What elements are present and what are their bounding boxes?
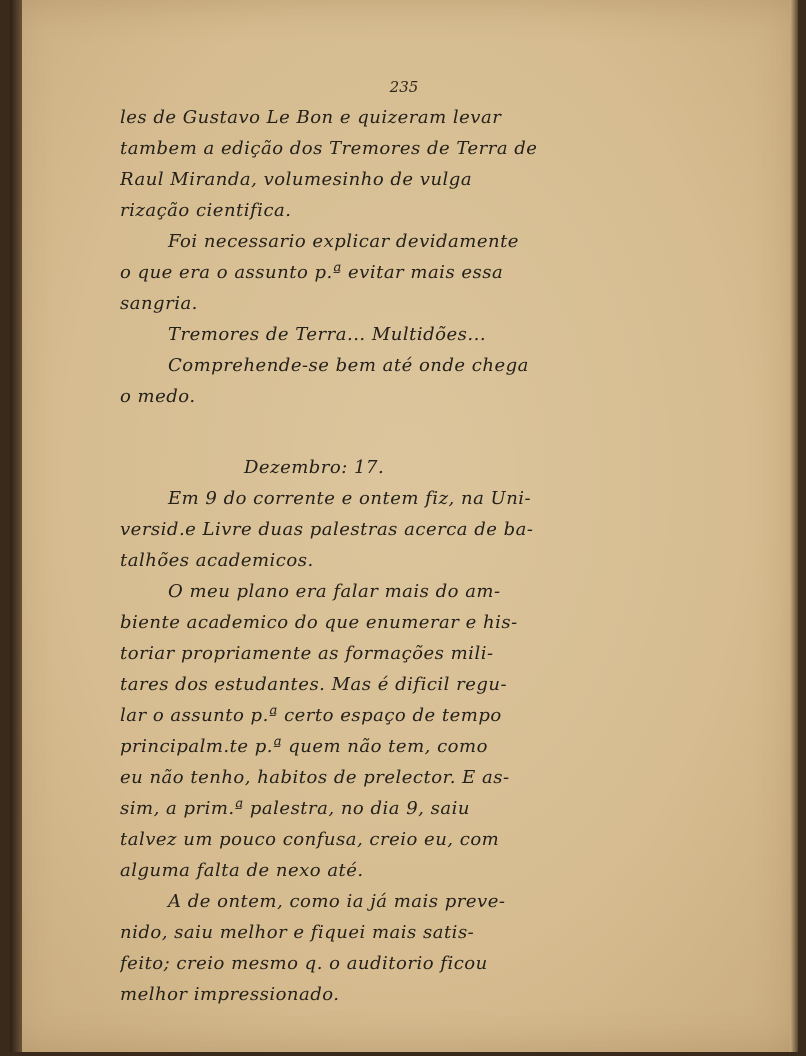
text-line: versid.e Livre duas palestras acerca de ba-	[120, 519, 534, 540]
text-line: biente academico do que enumerar e his-	[120, 612, 518, 633]
binding-gutter	[10, 0, 22, 1052]
manuscript-page	[10, 0, 798, 1052]
text-line: A de ontem, como ia já mais preve-	[168, 891, 506, 912]
text-line: O meu plano era falar mais do am-	[168, 581, 501, 602]
text-line: Comprehende-se bem até onde chega	[168, 355, 529, 376]
text-line: o que era o assunto p.ª evitar mais essa	[120, 262, 504, 283]
text-line: eu não tenho, habitos de prelector. E as-	[120, 767, 510, 788]
text-line: feito; creio mesmo q. o auditorio ficou	[120, 953, 488, 974]
entry-date: Dezembro: 17.	[244, 457, 385, 478]
text-line: Foi necessario explicar devidamente	[168, 231, 519, 252]
text-line: nido, saiu melhor e fiquei mais satis-	[120, 922, 475, 943]
text-line: o medo.	[120, 386, 196, 407]
text-line: Em 9 do corrente e ontem fiz, na Uni-	[168, 488, 532, 509]
text-line: alguma falta de nexo até.	[120, 860, 364, 881]
section-gap	[120, 412, 620, 452]
text-line: sangria.	[120, 293, 198, 314]
handwritten-text	[120, 102, 620, 1010]
page-edge	[790, 0, 798, 1052]
text-line: sim, a prim.ª palestra, no dia 9, saiu	[120, 798, 470, 819]
text-line: melhor impressionado.	[120, 984, 340, 1005]
text-line: les de Gustavo Le Bon e quizeram levar	[120, 107, 502, 128]
text-line: principalm.te p.ª quem não tem, como	[120, 736, 488, 757]
page-number: 235	[389, 78, 419, 96]
text-line: lar o assunto p.ª certo espaço de tempo	[120, 705, 502, 726]
text-line: Tremores de Terra... Multidões...	[168, 324, 487, 345]
text-line: rização cientifica.	[120, 200, 292, 221]
text-line: talvez um pouco confusa, creio eu, com	[120, 829, 500, 850]
text-line: Raul Miranda, volumesinho de vulga	[120, 169, 473, 190]
text-line: tambem a edição dos Tremores de Terra de	[120, 138, 538, 159]
text-line: talhões academicos.	[120, 550, 314, 571]
text-line: tares dos estudantes. Mas é dificil regu-	[120, 674, 508, 695]
text-line: toriar propriamente as formações mili-	[120, 643, 494, 664]
